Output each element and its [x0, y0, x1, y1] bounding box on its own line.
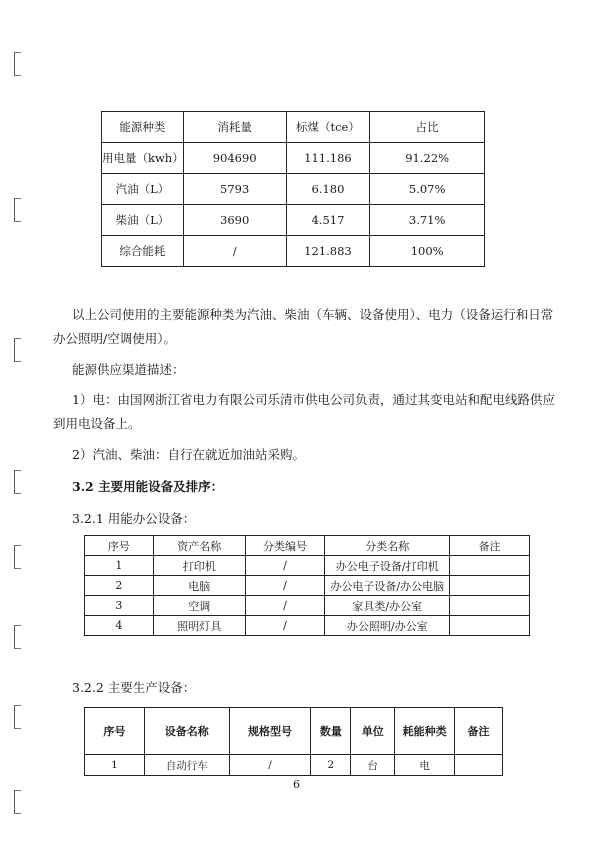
table-cell: 121.883 — [286, 236, 370, 267]
table-cell: 照明灯具 — [153, 616, 245, 636]
table-cell: 6.180 — [286, 174, 370, 205]
header-cell: 规格型号 — [229, 708, 311, 755]
table-cell: 办公电子设备/办公电脑 — [325, 576, 450, 596]
header-cell: 序号 — [85, 536, 154, 556]
header-cell: 耗能种类 — [395, 708, 455, 755]
table-cell: 5793 — [183, 174, 286, 205]
table-cell — [450, 616, 530, 636]
table-row — [85, 576, 530, 596]
paragraph-electricity-line2: 到用电设备上。 — [53, 416, 141, 431]
table-cell: / — [245, 616, 325, 636]
binder-mark — [14, 198, 21, 222]
header-cell: 备注 — [450, 536, 530, 556]
table-cell: / — [245, 556, 325, 576]
header-cell: 消耗量 — [183, 112, 286, 143]
header-cell: 能源种类 — [102, 112, 184, 143]
production-equipment-table — [84, 707, 503, 776]
table-cell: 4.517 — [286, 205, 370, 236]
header-cell: 序号 — [85, 708, 145, 755]
table-cell: 1 — [85, 556, 154, 576]
table-cell: 自动行车 — [144, 755, 229, 776]
table-cell: 办公电子设备/打印机 — [325, 556, 450, 576]
table-cell: 家具类/办公室 — [325, 596, 450, 616]
table-cell: 904690 — [183, 143, 286, 174]
office-equipment-heading: 3.2.1 用能办公设备： — [72, 511, 196, 526]
table-cell: 2 — [311, 755, 351, 776]
table-cell: 空调 — [153, 596, 245, 616]
table-cell: / — [229, 755, 311, 776]
table-cell: 综合能耗 — [102, 236, 184, 267]
table-cell: 91.22% — [370, 143, 485, 174]
binder-mark — [14, 338, 21, 362]
table-cell: 电脑 — [153, 576, 245, 596]
table-cell — [450, 556, 530, 576]
binder-mark — [14, 625, 21, 649]
header-cell: 备注 — [455, 708, 503, 755]
table-header-row — [85, 708, 503, 755]
table-cell: 台 — [351, 755, 395, 776]
table-cell: 100% — [370, 236, 485, 267]
table-cell: / — [183, 236, 286, 267]
table-cell: 5.07% — [370, 174, 485, 205]
table-cell: / — [245, 596, 325, 616]
table-cell: 打印机 — [153, 556, 245, 576]
header-cell: 资产名称 — [153, 536, 245, 556]
table-cell — [450, 576, 530, 596]
table-row — [102, 236, 485, 267]
header-cell: 标煤（tce） — [286, 112, 370, 143]
header-cell: 分类名称 — [325, 536, 450, 556]
production-equipment-heading: 3.2.2 主要生产设备： — [72, 680, 196, 695]
table-cell: 电 — [395, 755, 455, 776]
table-cell: 4 — [85, 616, 154, 636]
binder-mark — [14, 52, 21, 76]
binder-mark — [14, 790, 21, 814]
page-number: 6 — [293, 778, 300, 791]
table-cell — [450, 596, 530, 616]
table-row — [102, 205, 485, 236]
table-cell — [455, 755, 503, 776]
header-cell: 分类编号 — [245, 536, 325, 556]
table-row — [85, 755, 503, 776]
energy-table — [101, 111, 485, 267]
binder-mark — [14, 545, 21, 569]
table-row — [85, 616, 530, 636]
table-cell: / — [245, 576, 325, 596]
table-header-row — [85, 536, 530, 556]
header-cell: 单位 — [351, 708, 395, 755]
table-cell: 用电量（kwh） — [102, 143, 184, 174]
paragraph-energy-types-line1: 以上公司使用的主要能源种类为汽油、柴油（车辆、设备使用）、电力（设备运行和日常 — [72, 307, 554, 322]
binder-mark — [14, 470, 21, 494]
table-row — [102, 143, 485, 174]
table-header-row — [102, 112, 485, 143]
paragraph-fuel: 2）汽油、柴油：自行在就近加油站采购。 — [72, 447, 305, 462]
paragraph-energy-types-line2: 办公照明/空调使用）。 — [53, 331, 176, 346]
table-cell: 3690 — [183, 205, 286, 236]
table-row — [85, 556, 530, 576]
header-cell: 数量 — [311, 708, 351, 755]
binder-mark — [14, 705, 21, 729]
table-cell: 2 — [85, 576, 154, 596]
table-cell: 3 — [85, 596, 154, 616]
table-cell: 1 — [85, 755, 145, 776]
header-cell: 设备名称 — [144, 708, 229, 755]
table-row — [85, 596, 530, 616]
paragraph-supply-heading: 能源供应渠道描述： — [72, 362, 185, 377]
table-row — [102, 174, 485, 205]
table-cell: 柴油（L） — [102, 205, 184, 236]
paragraph-electricity-line1: 1）电：由国网浙江省电力有限公司乐清市供电公司负责，通过其变电站和配电线路供应 — [72, 392, 555, 407]
table-cell: 汽油（L） — [102, 174, 184, 205]
table-cell: 办公照明/办公室 — [325, 616, 450, 636]
section-heading: 3.2 主要用能设备及排序： — [72, 479, 224, 494]
office-equipment-table — [84, 535, 530, 636]
table-cell: 3.71% — [370, 205, 485, 236]
table-cell: 111.186 — [286, 143, 370, 174]
header-cell: 占比 — [370, 112, 485, 143]
